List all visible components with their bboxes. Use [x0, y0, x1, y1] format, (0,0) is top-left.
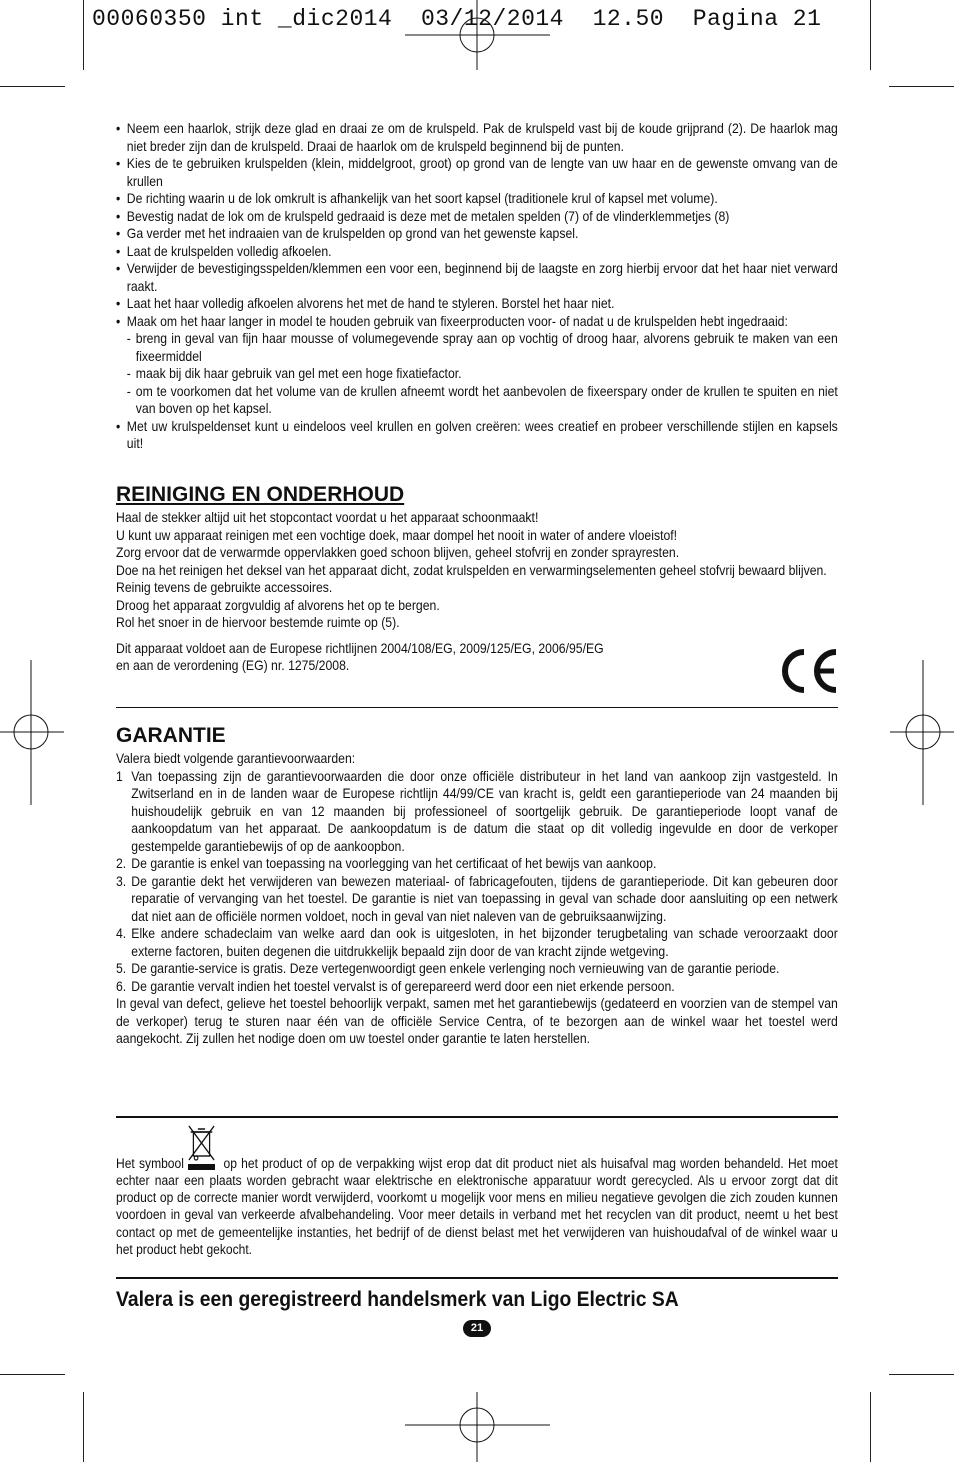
ce-mark-icon	[778, 648, 840, 694]
warranty-term	[116, 855, 838, 873]
cleaning-line: Doe na het reinigen het deksel van het apparaat dicht, zodat krulspelden en verwarmingselementen geheel stofvrij bewaard blijven.	[116, 562, 827, 578]
cleaning-text	[116, 509, 838, 675]
warranty-term	[116, 925, 838, 960]
crop-mark-top-left-v	[83, 0, 84, 70]
page-number-badge: 21	[463, 1320, 491, 1337]
warranty-term-number: 1	[116, 768, 123, 784]
fixing-tip: - breng in geval van fijn haar mousse of volumegevende spray aan op vochtig of droog haar, alvorens gebruik te maken van een fixeermiddel	[116, 330, 838, 365]
warranty-term-text: De garantie is enkel van toepassing na voorlegging van het certificaat of het bewijs van aankoop.	[131, 856, 657, 871]
crop-mark-bottom-right-h	[889, 1374, 954, 1375]
warranty-term-text: De garantie-service is gratis. Deze vertegenwoordigt geen enkele verlenging noch vernieuwing van de garantie periode.	[131, 961, 780, 976]
section-divider	[116, 1277, 838, 1279]
section-divider	[116, 1116, 838, 1118]
warranty-term-number: 6.	[116, 978, 127, 994]
section-divider	[116, 707, 838, 708]
crossed-out-wheelie-bin-icon	[186, 1124, 218, 1172]
instruction-bullet: • De richting waarin u de lok omkrult is afhankelijk van het soort kapsel (traditionele krul of kapsel met volume).	[116, 190, 838, 208]
warranty-term-text: Elke andere schadeclaim van welke aard dan ook is uitgesloten, in het bijzonder terugbetaling van schade veroorzaakt door externe factoren, buiten degenen die uitdrukkelijk bepaald zijn door de van kracht zijnde wetgeving.	[131, 926, 838, 959]
instruction-bullet: • Maak om het haar langer in model te houden gebruik van fixeerproducten voor- of nadat u de krulspelden hebt ingedraaid:	[116, 313, 838, 331]
cleaning-heading: REINIGING EN ONDERHOUD	[116, 483, 405, 506]
compliance-line: en aan de verordening (EG) nr. 1275/2008.	[116, 658, 350, 673]
disposal-notice	[116, 1124, 838, 1258]
instruction-bullet: • Laat de krulspelden volledig afkoelen.	[116, 243, 838, 261]
warranty-term-text: De garantie dekt het verwijderen van bewezen materiaal- of fabricagefouten, tijdens de garantieperiode. Dit kan gebeuren door reparatie of vervanging van het toestel. De garantie is niet van toepassing in geval van schade door aansluiting op een netwerk dat niet aan de officiële normen voldoet, noch in geval van niet naleven van de gebruiksaanwijzing.	[131, 873, 838, 924]
crop-mark-top-right-h	[889, 86, 954, 87]
crop-mark-bottom-left-h	[0, 1374, 65, 1375]
instructions-list	[116, 120, 838, 453]
warranty-heading: GARANTIE	[116, 724, 226, 747]
warranty-intro: Valera biedt volgende garantievoorwaarden:	[116, 751, 356, 766]
cleaning-line: Droog het apparaat zorgvuldig af alvorens het op te bergen.	[116, 597, 440, 613]
warranty-text	[116, 750, 838, 1048]
warranty-term-number: 2.	[116, 856, 127, 871]
closing-bullet: • Met uw krulspeldenset kunt u eindeloos veel krullen en golven creëren: wees creatief en probeer verschillende stijlen en kapsels uit!	[116, 418, 838, 453]
printer-slug: 00060350 int _dic2014 03/12/2014 12.50 Pagina 21	[92, 6, 822, 32]
warranty-section	[116, 724, 838, 1048]
compliance-line: Dit apparaat voldoet aan de Europese richtlijnen 2004/108/EG, 2009/125/EG, 2006/95/EG	[116, 640, 604, 656]
instruction-bullet: • Bevestig nadat de lok om de krulspeld gedraaid is deze met de metalen spelden (7) of de vlinderklemmetjes (8)	[116, 208, 838, 226]
registration-mark-icon-left	[0, 660, 64, 805]
cleaning-line: Haal de stekker altijd uit het stopcontact voordat u het apparaat schoonmaakt!	[116, 510, 539, 525]
instruction-bullet: • Ga verder met het indraaien van de krulspelden op grond van het gewenste kapsel.	[116, 225, 838, 243]
cleaning-line: Rol het snoer in de hiervoor bestemde ruimte op (5).	[116, 615, 400, 630]
fixing-tip: - maak bij dik haar gebruik van gel met een hoge fixatiefactor.	[116, 365, 838, 383]
instructions-section	[116, 120, 838, 453]
warranty-term-text: Van toepassing zijn de garantievoorwaarden die door onze officiële distributeur in het land van aankoop zijn vastgesteld. In Zwitserland en in de landen waar de Europese richtlijn 44/99/CE van kracht is, geldt een garantieperiode van 24 maanden bij huishoudelijk gebruik en van 12 maanden bij professioneel of soortgelijk gebruik. De garantieperiode loopt vanaf de aankoopdatum van het apparaat. De aankoopdatum is de datum die staat op dit volledig ingevulde en door de verkoper gestempelde garantiebewijs of op de aankoopbon.	[131, 768, 838, 854]
warranty-term	[116, 873, 838, 926]
crop-mark-top-left-h	[0, 86, 65, 87]
registration-mark-icon-right	[890, 660, 954, 805]
disposal-text: op het product of op de verpakking wijst erop dat dit product niet als huisafval mag worden behandeld. Het moet echter naar een plaats worden gebracht waar elektrische en elektronische apparatuur wordt gerecycled. Als u ervoor zorgt dat dit product op de correcte manier wordt verwijderd, voorkomt u mogelijk voor mens en milieu negatieve gevolgen die zich zouden kunnen voordoen in geval van verkeerde afvalbehandeling. Voor meer details in verband met het recyclen van dit product, neemt u het best contact op met de gemeentelijke instanties, het bedrijf of de dienst belast met het verwijderen van huishoudafval of de winkel waar u het product hebt gekocht.	[116, 1155, 838, 1257]
warranty-term-number: 3.	[116, 873, 127, 889]
crop-mark-top-right-v	[870, 0, 871, 70]
instruction-bullet: • Neem een haarlok, strijk deze glad en draai ze om de krulspeld. Pak de krulspeld vast bij de koude grijprand (2). De haarlok mag niet breder zijn dan de krulspeld. Draai de haarlok om de krulspeld beginnend bij de punten.	[116, 120, 838, 155]
cleaning-section	[116, 483, 838, 675]
warranty-term	[116, 978, 838, 996]
warranty-term	[116, 768, 838, 856]
cleaning-line: Zorg ervoor dat de verwarmde oppervlakken goed schoon blijven, geheel stofvrij en zonder sprayresten.	[116, 545, 680, 560]
warranty-term-text: De garantie vervalt indien het toestel vervalst is of gerepareerd werd door een niet erkende persoon.	[131, 978, 675, 994]
disposal-section	[116, 1124, 838, 1258]
instruction-bullet: • Verwijder de bevestigingsspelden/klemmen een voor een, beginnend bij de laagste en zorg hierbij ervoor dat het haar niet verward raakt.	[116, 260, 838, 295]
disposal-lead: Het symbool	[116, 1155, 184, 1171]
registration-mark-icon-bottom	[405, 1392, 550, 1462]
warranty-term-number: 5.	[116, 961, 127, 976]
warranty-term	[116, 960, 838, 978]
cleaning-line: Reinig tevens de gebruikte accessoires.	[116, 580, 333, 595]
crop-mark-bottom-right-v	[870, 1392, 871, 1462]
cleaning-line: U kunt uw apparaat reinigen met een vochtige doek, maar dompel het nooit in water of andere vloeistof!	[116, 527, 678, 543]
fixing-tip: - om te voorkomen dat het volume van de krullen afneemt wordt het aanbevolen de fixeerspary onder de krullen te spuiten en niet van boven op het kapsel.	[116, 383, 838, 418]
crop-mark-bottom-left-v	[83, 1392, 84, 1462]
warranty-term-number: 4.	[116, 926, 127, 941]
instruction-bullet: • Laat het haar volledig afkoelen alvorens het met de hand te styleren. Borstel het haar niet.	[116, 295, 838, 313]
instruction-bullet: • Kies de te gebruiken krulspelden (klein, middelgroot, groot) op grond van de lengte van uw haar en de gewenste omvang van de krullen	[116, 155, 838, 190]
warranty-outro: In geval van defect, gelieve het toestel behoorlijk verpakt, samen met het garantiebewijs (gedateerd en voorzien van de stempel van de verkoper) terug te sturen naar één van de officiële Service Centra, of te bezorgen aan de winkel waar het toestel werd aangekocht. Zij zullen het nodige doen om uw toestel onder garantie te laten herstellen.	[116, 996, 838, 1046]
trademark-notice: Valera is een geregistreerd handelsmerk van Ligo Electric SA	[116, 1288, 679, 1311]
